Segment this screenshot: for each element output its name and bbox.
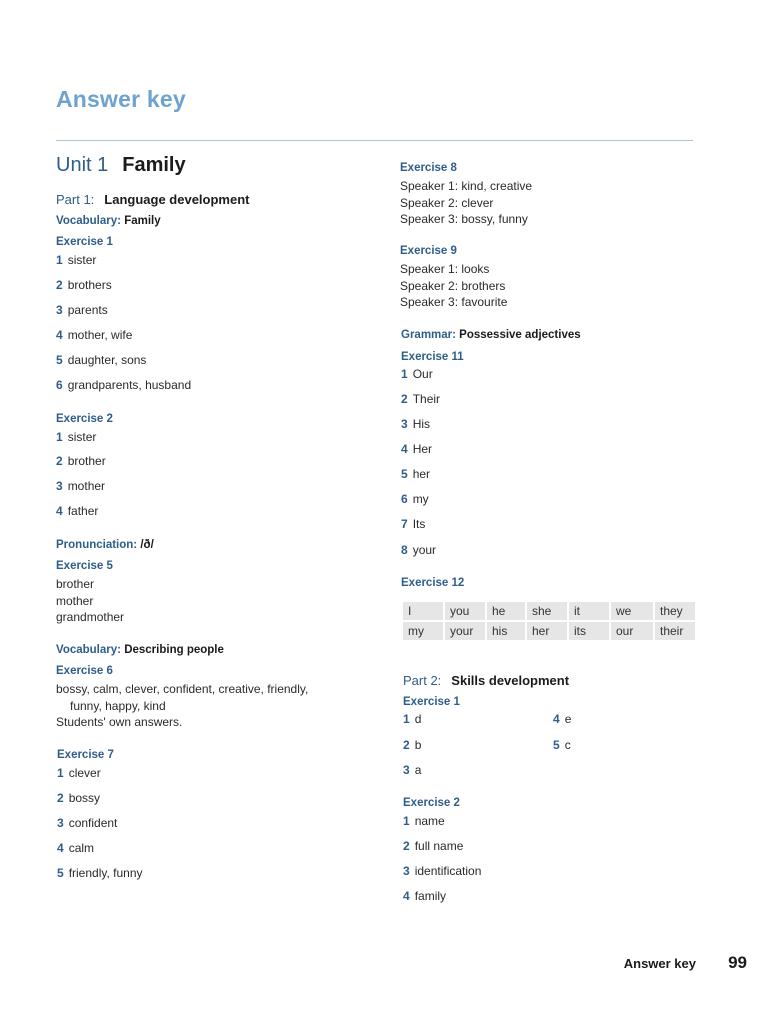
answer-item bbox=[401, 517, 425, 531]
answer-item bbox=[553, 738, 571, 752]
page-number: 99 bbox=[728, 953, 747, 972]
item-number: 3 bbox=[403, 864, 410, 878]
answer-item bbox=[403, 738, 421, 752]
exercise-8-answers bbox=[400, 178, 532, 228]
item-text: clever bbox=[68, 766, 101, 780]
answer-item bbox=[56, 454, 106, 468]
item-number: 2 bbox=[56, 454, 63, 468]
item-text: family bbox=[414, 889, 447, 903]
pronunciation-heading bbox=[56, 539, 154, 551]
answer-item bbox=[56, 253, 96, 267]
item-text: b bbox=[414, 738, 422, 752]
part1-label: Part 1: bbox=[56, 192, 95, 207]
item-text: grandparents, husband bbox=[67, 378, 192, 392]
item-text: sister bbox=[67, 430, 97, 444]
item-number: 4 bbox=[57, 841, 64, 855]
table-cell: our bbox=[611, 622, 653, 640]
answer-item bbox=[401, 442, 432, 456]
answer-line: mother bbox=[56, 593, 94, 608]
answer-line: Speaker 2: brothers bbox=[400, 278, 506, 293]
item-number: 5 bbox=[57, 866, 64, 880]
table-cell: I bbox=[403, 602, 443, 620]
table-cell: his bbox=[487, 622, 525, 640]
item-number: 3 bbox=[56, 479, 63, 493]
answer-line: Speaker 2: clever bbox=[400, 195, 494, 210]
answer-item bbox=[403, 839, 463, 853]
item-text: full name bbox=[414, 839, 464, 853]
table-row bbox=[403, 602, 695, 620]
answer-line: Students' own answers. bbox=[56, 715, 183, 730]
item-number: 1 bbox=[56, 253, 63, 267]
exercise-8-title: Exercise 8 bbox=[400, 162, 457, 174]
item-text: Their bbox=[412, 392, 441, 406]
answer-item bbox=[57, 816, 117, 830]
item-number: 2 bbox=[403, 839, 410, 853]
item-text: brother bbox=[67, 454, 106, 468]
grammar-label: Grammar: bbox=[401, 329, 456, 341]
item-number: 8 bbox=[401, 543, 408, 557]
exercise-6-title: Exercise 6 bbox=[56, 665, 113, 677]
answer-item bbox=[401, 543, 436, 557]
answer-item bbox=[57, 866, 143, 880]
item-text: a bbox=[414, 763, 422, 777]
part1-heading bbox=[56, 192, 250, 207]
item-text: bossy bbox=[68, 791, 101, 805]
pronunciation-topic: /ð/ bbox=[140, 539, 154, 551]
answer-item bbox=[403, 864, 481, 878]
unit-number: Unit 1 bbox=[56, 154, 109, 176]
answer-item bbox=[401, 417, 430, 431]
table-cell: they bbox=[655, 602, 695, 620]
item-number: 2 bbox=[401, 392, 408, 406]
item-number: 5 bbox=[401, 467, 408, 481]
part2-exercise-1-title: Exercise 1 bbox=[403, 696, 460, 708]
item-text: your bbox=[412, 543, 437, 557]
answer-line: bossy, calm, clever, confident, creative, friendly, bbox=[56, 682, 309, 696]
item-number: 3 bbox=[403, 763, 410, 777]
answer-item bbox=[401, 467, 430, 481]
answer-item bbox=[56, 328, 132, 342]
answer-item bbox=[553, 712, 571, 726]
part2-label: Part 2: bbox=[403, 673, 442, 688]
answer-item bbox=[401, 492, 429, 506]
exercise-12-title: Exercise 12 bbox=[401, 577, 465, 589]
item-number: 1 bbox=[401, 367, 408, 381]
item-text: parents bbox=[67, 303, 108, 317]
answer-item bbox=[56, 479, 105, 493]
page-title: Answer key bbox=[56, 86, 186, 112]
item-text: name bbox=[414, 814, 445, 828]
item-number: 4 bbox=[56, 328, 63, 342]
vocab-people-heading bbox=[56, 644, 224, 656]
footer-label: Answer key bbox=[623, 956, 696, 971]
answer-item bbox=[401, 367, 433, 381]
vocab-topic: Describing people bbox=[124, 644, 224, 656]
vocab-family-heading bbox=[56, 215, 161, 227]
table-cell: my bbox=[403, 622, 443, 640]
vocab-label: Vocabulary: bbox=[56, 215, 121, 227]
exercise-5-answers bbox=[56, 576, 124, 626]
exercise-6-answers bbox=[56, 681, 308, 731]
item-text: her bbox=[412, 467, 431, 481]
answer-item bbox=[403, 712, 421, 726]
possessive-table bbox=[401, 600, 697, 642]
item-text: mother, wife bbox=[67, 328, 133, 342]
item-number: 7 bbox=[401, 517, 408, 531]
item-text: Our bbox=[412, 367, 433, 381]
item-text: c bbox=[564, 738, 571, 752]
item-number: 3 bbox=[401, 417, 408, 431]
pronunciation-label: Pronunciation: bbox=[56, 539, 138, 551]
answer-item bbox=[57, 841, 94, 855]
answer-line: funny, happy, kind bbox=[70, 698, 166, 713]
item-text: confident bbox=[68, 816, 118, 830]
item-number: 1 bbox=[56, 430, 63, 444]
item-text: sister bbox=[67, 253, 97, 267]
part1-name: Language development bbox=[104, 192, 250, 207]
table-cell: he bbox=[487, 602, 525, 620]
grammar-heading bbox=[401, 329, 581, 341]
exercise-9-title: Exercise 9 bbox=[400, 245, 457, 257]
item-text: e bbox=[564, 712, 572, 726]
vocab-label: Vocabulary: bbox=[56, 644, 121, 656]
item-text: father bbox=[67, 504, 99, 518]
exercise-2-title: Exercise 2 bbox=[56, 413, 113, 425]
answer-item bbox=[56, 278, 112, 292]
answer-item bbox=[56, 504, 98, 518]
item-number: 3 bbox=[56, 303, 63, 317]
item-number: 1 bbox=[403, 712, 410, 726]
answer-line: Speaker 1: kind, creative bbox=[400, 179, 533, 193]
answer-item bbox=[56, 353, 146, 367]
exercise-7-title: Exercise 7 bbox=[57, 749, 114, 761]
unit-heading bbox=[56, 154, 186, 177]
item-text: Her bbox=[412, 442, 433, 456]
table-cell: we bbox=[611, 602, 653, 620]
part2-exercise-2-title: Exercise 2 bbox=[403, 797, 460, 809]
item-number: 6 bbox=[56, 378, 63, 392]
answer-item bbox=[56, 303, 108, 317]
answer-item bbox=[57, 766, 101, 780]
item-number: 2 bbox=[56, 278, 63, 292]
exercise-11-title: Exercise 11 bbox=[401, 351, 464, 363]
part2-heading bbox=[403, 673, 569, 688]
answer-line: Speaker 3: bossy, funny bbox=[400, 212, 528, 227]
exercise-1-title: Exercise 1 bbox=[56, 236, 113, 248]
part2-name: Skills development bbox=[451, 673, 570, 688]
item-text: friendly, funny bbox=[68, 866, 143, 880]
table-cell: your bbox=[445, 622, 485, 640]
table-cell: she bbox=[527, 602, 567, 620]
unit-name: Family bbox=[122, 154, 186, 176]
item-number: 5 bbox=[553, 738, 560, 752]
item-text: brothers bbox=[67, 278, 112, 292]
table-cell: its bbox=[569, 622, 609, 640]
item-number: 3 bbox=[57, 816, 64, 830]
item-text: Its bbox=[412, 517, 426, 531]
answer-item bbox=[403, 889, 446, 903]
table-cell: their bbox=[655, 622, 695, 640]
item-number: 2 bbox=[57, 791, 64, 805]
table-row bbox=[403, 622, 695, 640]
title-divider bbox=[56, 140, 693, 141]
answer-line: brother bbox=[56, 577, 95, 591]
vocab-topic: Family bbox=[124, 215, 161, 227]
table-cell: it bbox=[569, 602, 609, 620]
grammar-topic: Possessive adjectives bbox=[459, 329, 581, 341]
item-number: 6 bbox=[401, 492, 408, 506]
answer-item bbox=[57, 791, 100, 805]
table-cell: you bbox=[445, 602, 485, 620]
answer-item bbox=[56, 378, 191, 392]
answer-line: grandmother bbox=[56, 610, 125, 625]
item-text: daughter, sons bbox=[67, 353, 147, 367]
answer-line: Speaker 1: looks bbox=[400, 262, 490, 276]
table-cell: her bbox=[527, 622, 567, 640]
answer-item bbox=[403, 814, 445, 828]
item-number: 4 bbox=[401, 442, 408, 456]
exercise-5-title: Exercise 5 bbox=[56, 560, 113, 572]
item-number: 1 bbox=[403, 814, 410, 828]
item-number: 4 bbox=[56, 504, 63, 518]
item-text: d bbox=[414, 712, 422, 726]
item-number: 2 bbox=[403, 738, 410, 752]
item-number: 1 bbox=[57, 766, 64, 780]
item-text: identification bbox=[414, 864, 482, 878]
item-number: 4 bbox=[553, 712, 560, 726]
answer-item bbox=[401, 392, 440, 406]
answer-item bbox=[56, 430, 96, 444]
answer-item bbox=[403, 763, 421, 777]
exercise-9-answers bbox=[400, 261, 507, 311]
item-text: mother bbox=[67, 479, 106, 493]
item-text: calm bbox=[68, 841, 95, 855]
item-text: my bbox=[412, 492, 429, 506]
item-text: His bbox=[412, 417, 431, 431]
answer-line: Speaker 3: favourite bbox=[400, 295, 508, 310]
item-number: 5 bbox=[56, 353, 63, 367]
item-number: 4 bbox=[403, 889, 410, 903]
